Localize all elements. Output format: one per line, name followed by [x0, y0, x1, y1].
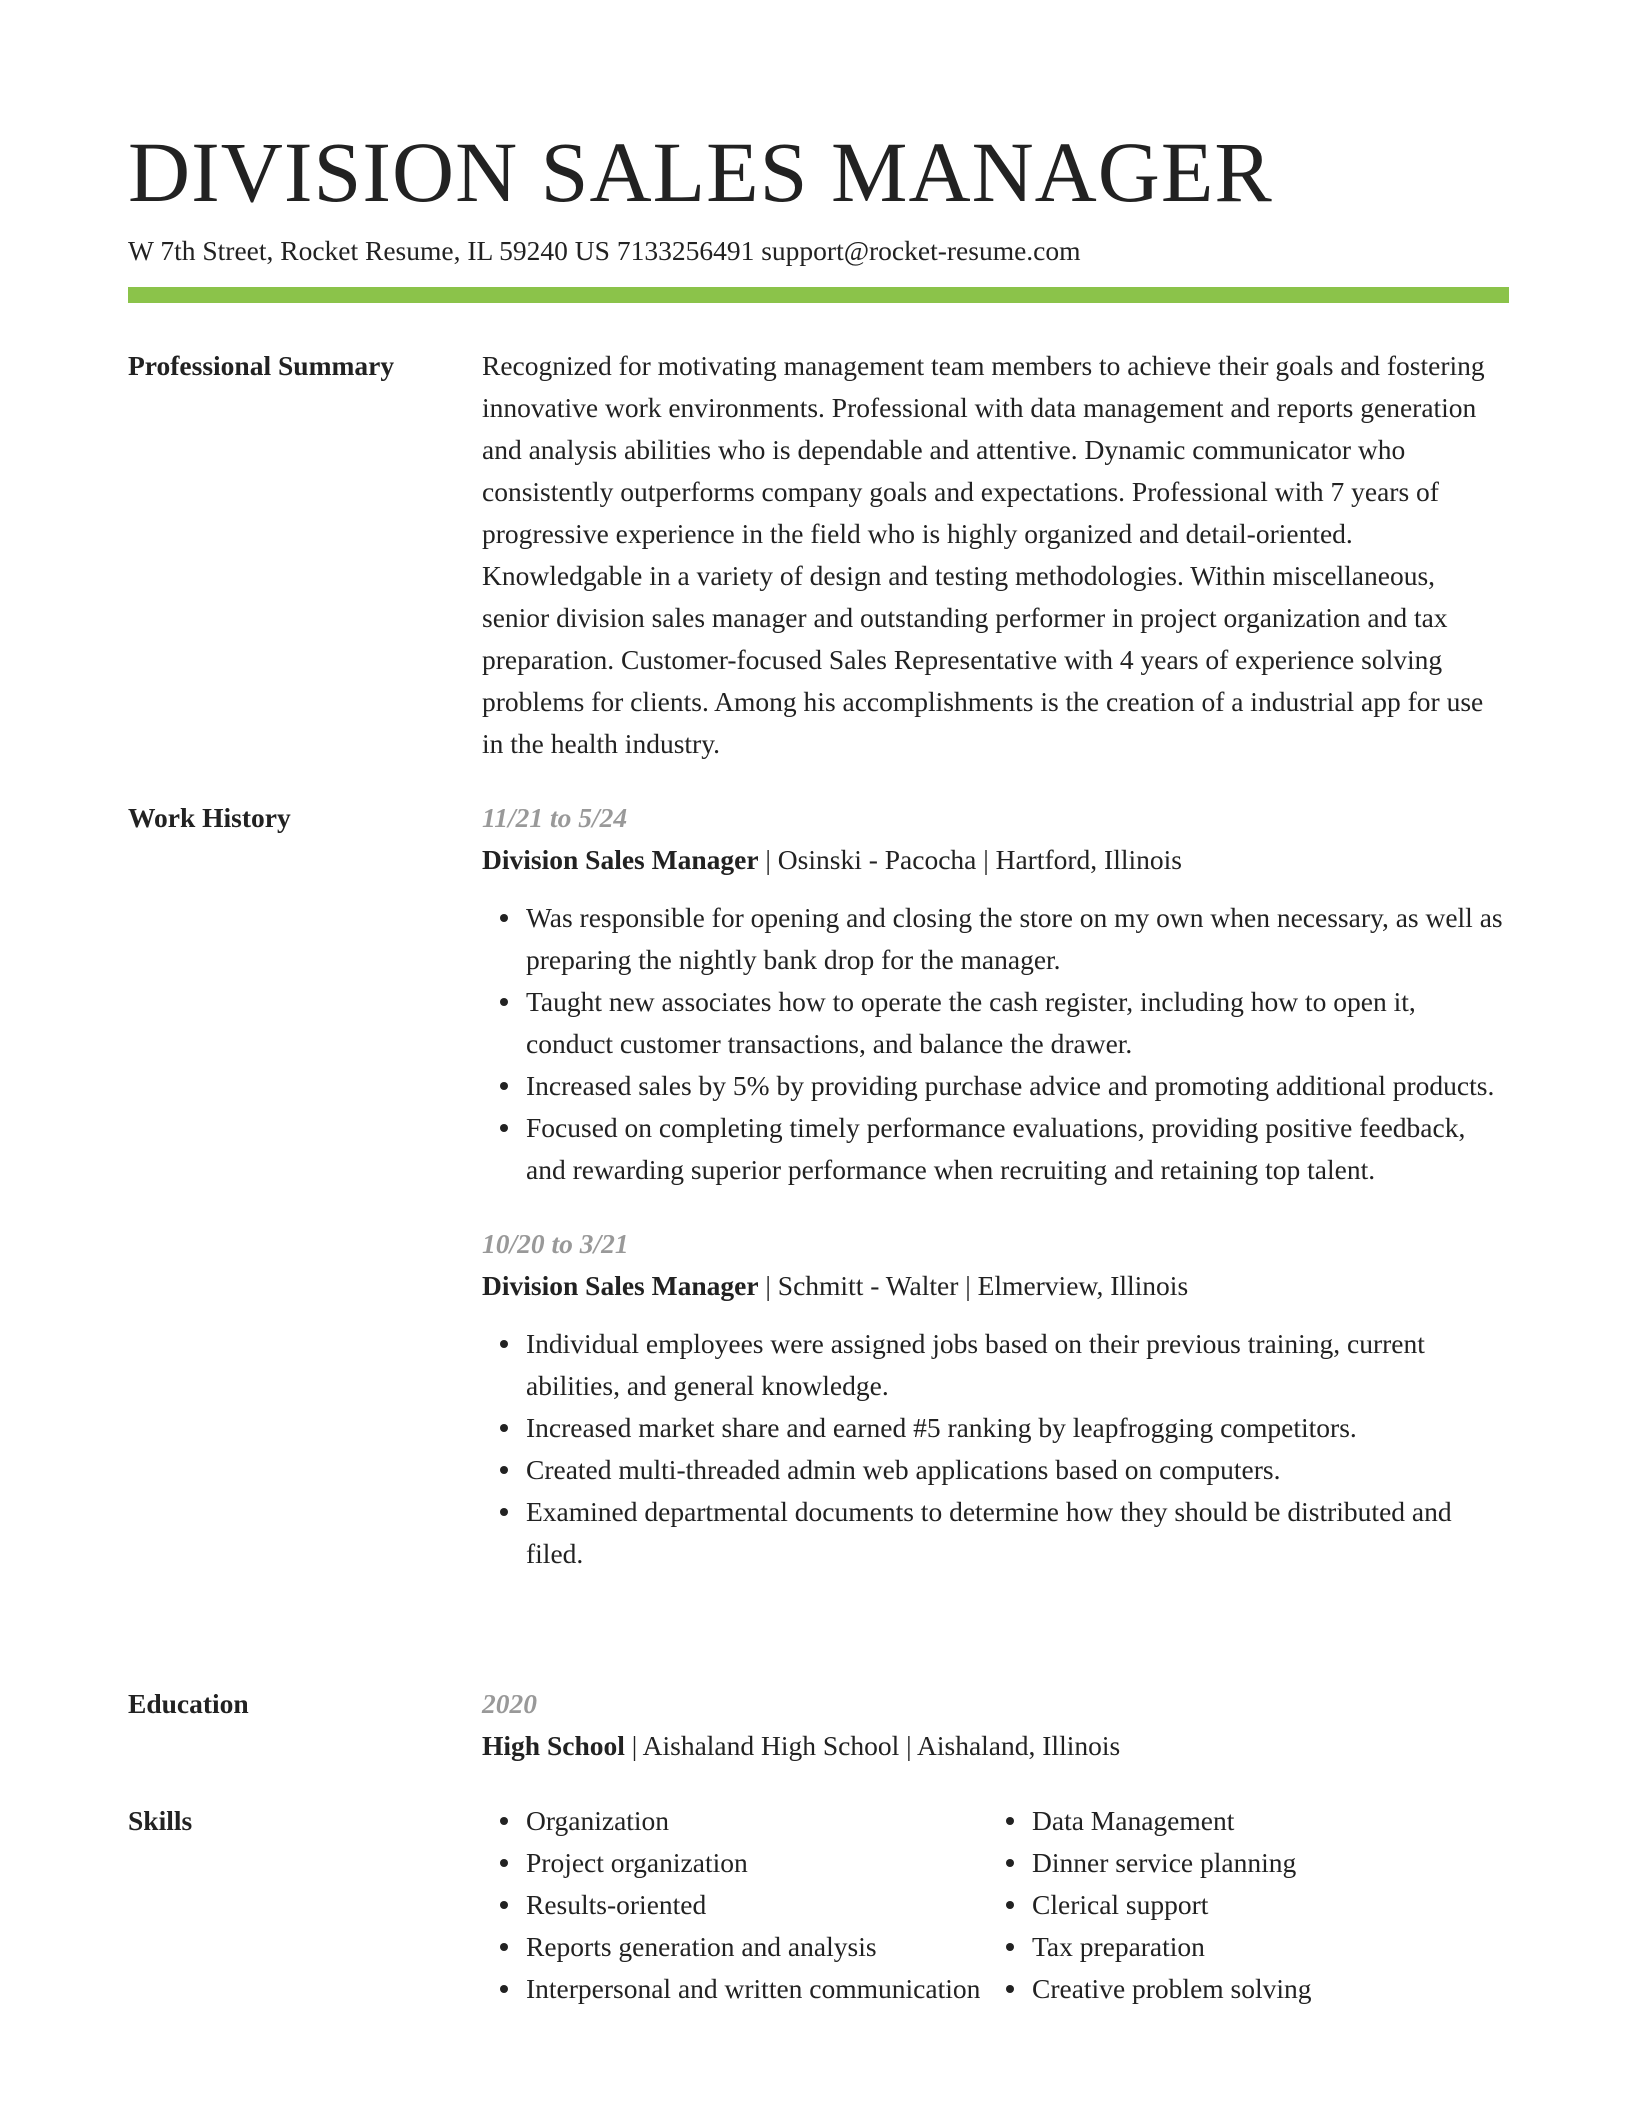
job-bullet: Was responsible for opening and closing the store on my own when necessary, as well as preparing the nightly bank drop for the manager.: [526, 897, 1509, 981]
job-title: Division Sales Manager: [482, 1270, 759, 1301]
skills-grid: [482, 1800, 1509, 2010]
job-bullet: Focused on completing timely performance evaluations, providing positive feedback, and rewarding superior performance when recruiting and retaining top talent.: [526, 1107, 1509, 1191]
job-bullet-list: [482, 897, 1509, 1191]
skill-item: Dinner service planning: [1032, 1842, 1312, 1884]
job-entry: [482, 797, 1509, 1191]
skill-item: Reports generation and analysis: [526, 1926, 980, 1968]
education-year: 2020: [482, 1688, 537, 1719]
skills-heading: Skills: [128, 1805, 193, 1836]
job-heading: [482, 839, 1509, 881]
job-employer-location: | Osinski - Pacocha | Hartford, Illinois: [758, 844, 1182, 875]
job-bullet: Taught new associates how to operate the cash register, including how to open it, conduct customer transactions, and balance the drawer.: [526, 981, 1509, 1065]
job-bullet: Increased sales by 5% by providing purchase advice and promoting additional products.: [526, 1065, 1509, 1107]
education-line: [482, 1725, 1509, 1767]
job-bullet: Created multi-threaded admin web applications based on computers.: [526, 1449, 1509, 1491]
skill-item: Data Management: [1032, 1800, 1312, 1842]
summary-text: Recognized for motivating management team members to achieve their goals and fostering innovative work environments. Professional with data management and reports generation and analysis abilities who is dependable and attentive. Dynamic communicator who consistently outperforms company goals and expectations. Professional with 7 years of progressive experience in the field who is highly organized and detail-oriented. Knowledgable in a variety of design and testing methodologies. Within miscellaneous, senior division sales manager and outstanding performer in project organization and tax preparation. Customer-focused Sales Representative with 4 years of experience solving problems for clients. Among his accomplishments is the creation of a industrial app for use in the health industry.: [482, 350, 1485, 759]
work-history-heading: Work History: [128, 802, 291, 833]
education-degree: High School: [482, 1730, 625, 1761]
skills-body: [482, 1800, 1509, 2010]
job-dates: 11/21 to 5/24: [482, 802, 628, 833]
education-heading: Education: [128, 1688, 249, 1719]
education-school-location: | Aishaland High School | Aishaland, Illinois: [624, 1730, 1121, 1761]
job-bullet: Examined departmental documents to determine how they should be distributed and filed.: [526, 1491, 1509, 1575]
contact-email: support@rocket-resume.com: [761, 235, 1081, 266]
job-bullet: Increased market share and earned #5 ranking by leapfrogging competitors.: [526, 1407, 1509, 1449]
skill-item: Creative problem solving: [1032, 1968, 1312, 2010]
skills-column-left: [482, 1800, 980, 2010]
job-bullet-list: [482, 1323, 1509, 1575]
work-history-body: [482, 797, 1509, 1575]
education-body: [482, 1683, 1509, 1767]
skill-item: Results-oriented: [526, 1884, 980, 1926]
skill-item: Clerical support: [1032, 1884, 1312, 1926]
contact-address: W 7th Street, Rocket Resume, IL 59240 US: [128, 235, 610, 266]
skill-item: Tax preparation: [1032, 1926, 1312, 1968]
skill-item: Interpersonal and written communication: [526, 1968, 980, 2010]
skill-item: Organization: [526, 1800, 980, 1842]
contact-line: [128, 233, 1081, 269]
summary-body: [482, 345, 1509, 765]
job-entry: [482, 1223, 1509, 1575]
skills-column-right: [988, 1800, 1312, 2010]
contact-phone: 7133256491: [616, 235, 755, 266]
job-employer-location: | Schmitt - Walter | Elmerview, Illinois: [758, 1270, 1189, 1301]
job-bullet: Individual employees were assigned jobs based on their previous training, current abilities, and general knowledge.: [526, 1323, 1509, 1407]
job-dates: 10/20 to 3/21: [482, 1228, 629, 1259]
resume-name: DIVISION SALES MANAGER: [128, 124, 1273, 220]
job-heading: [482, 1265, 1509, 1307]
header-divider: [128, 287, 1509, 303]
skill-item: Project organization: [526, 1842, 980, 1884]
job-title: Division Sales Manager: [482, 844, 759, 875]
summary-heading: Professional Summary: [128, 350, 395, 381]
